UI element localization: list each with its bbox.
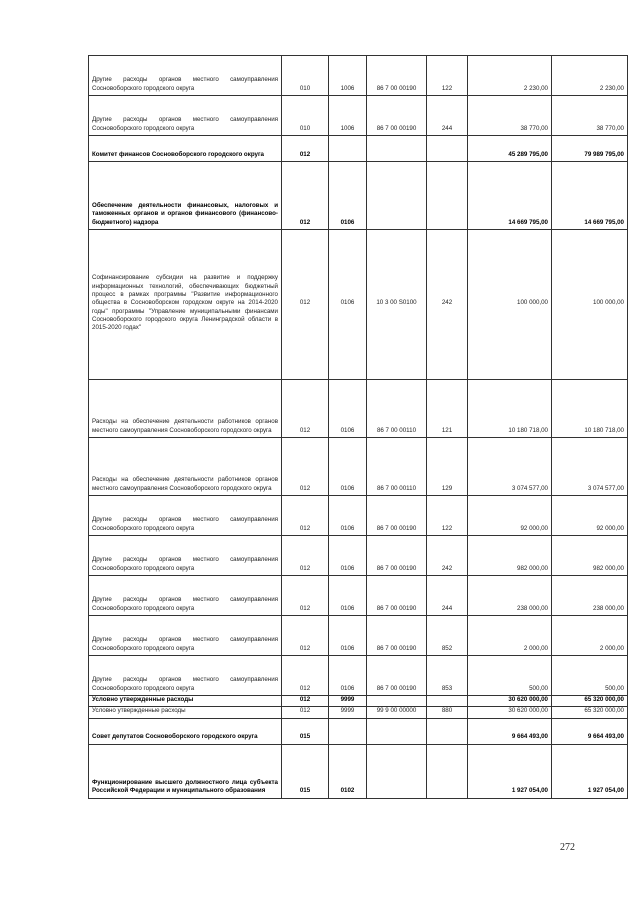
table-row: [89, 656, 628, 696]
ministry-code: 010: [282, 56, 329, 96]
amount-year-1: 9 664 493,00: [468, 718, 552, 744]
expense-description: Другие расходы органов местного самоуправления Сосновоборского городского округа: [89, 496, 282, 536]
expense-type-code: 244: [427, 576, 468, 616]
table-row: [89, 536, 628, 576]
expense-type-code: [427, 744, 468, 798]
amount-year-2: 2 230,00: [552, 56, 628, 96]
ministry-code: 015: [282, 718, 329, 744]
table-row: [89, 438, 628, 496]
expense-description: Другие расходы органов местного самоуправления Сосновоборского городского округа: [89, 616, 282, 656]
amount-year-1: 238 000,00: [468, 576, 552, 616]
table-row: [89, 696, 628, 707]
expense-type-code: [427, 718, 468, 744]
ministry-code: 015: [282, 744, 329, 798]
expense-type-code: 242: [427, 536, 468, 576]
budget-table-body: [89, 56, 628, 799]
amount-year-2: 79 989 795,00: [552, 136, 628, 162]
amount-year-1: 2 000,00: [468, 616, 552, 656]
expense-type-code: 122: [427, 496, 468, 536]
ministry-code: 012: [282, 136, 329, 162]
ministry-code: 012: [282, 230, 329, 380]
amount-year-1: 500,00: [468, 656, 552, 696]
expense-description: Другие расходы органов местного самоуправления Сосновоборского городского округа: [89, 96, 282, 136]
expense-description: Другие расходы органов местного самоуправления Сосновоборского городского округа: [89, 536, 282, 576]
expense-description: Обеспечение деятельности финансовых, налоговых и таможенных органов и органов финансового (финансово-бюджетного) надзора: [89, 162, 282, 230]
section-code: 0106: [329, 438, 367, 496]
section-code: [329, 718, 367, 744]
budget-table: [88, 55, 628, 799]
expense-description: Расходы на обеспечение деятельности работников органов местного самоуправления Сосновоборского городского округа: [89, 438, 282, 496]
expense-type-code: 129: [427, 438, 468, 496]
target-article-code: [367, 136, 427, 162]
expense-type-code: [427, 696, 468, 707]
expense-description: Другие расходы органов местного самоуправления Сосновоборского городского округа: [89, 656, 282, 696]
ministry-code: 010: [282, 96, 329, 136]
expense-type-code: 880: [427, 707, 468, 718]
ministry-code: 012: [282, 380, 329, 438]
expense-description: Софинансирование субсидии на развитие и поддержку информационных технологий, обеспечивающих бюджетный процесс в рамках программы "Развитие информационного общества в Сосновоборском городском округе на 2014-2020 годы" программы "Управление муниципальными финансами Сосновоборского городского округа Ленинградской области в 2015-2020 годах": [89, 230, 282, 380]
section-code: 1006: [329, 56, 367, 96]
section-code: 0106: [329, 656, 367, 696]
amount-year-1: 45 289 795,00: [468, 136, 552, 162]
expense-description: Совет депутатов Сосновоборского городского округа: [89, 718, 282, 744]
amount-year-2: 65 320 000,00: [552, 696, 628, 707]
section-code: 1006: [329, 96, 367, 136]
amount-year-1: 30 620 000,00: [468, 696, 552, 707]
expense-description: Функционирование высшего должностного лица субъекта Российской Федерации и муниципального образования: [89, 744, 282, 798]
target-article-code: [367, 696, 427, 707]
target-article-code: 86 7 00 00190: [367, 56, 427, 96]
amount-year-2: 38 770,00: [552, 96, 628, 136]
expense-description: Другие расходы органов местного самоуправления Сосновоборского городского округа: [89, 56, 282, 96]
table-row: [89, 162, 628, 230]
amount-year-2: 3 074 577,00: [552, 438, 628, 496]
section-code: 9999: [329, 696, 367, 707]
target-article-code: 86 7 00 00190: [367, 656, 427, 696]
amount-year-2: 14 669 795,00: [552, 162, 628, 230]
target-article-code: 86 7 00 00190: [367, 576, 427, 616]
table-row: [89, 616, 628, 656]
target-article-code: 99 9 00 00000: [367, 707, 427, 718]
amount-year-2: 10 180 718,00: [552, 380, 628, 438]
expense-description: Другие расходы органов местного самоуправления Сосновоборского городского округа: [89, 576, 282, 616]
ministry-code: 012: [282, 707, 329, 718]
amount-year-1: 982 000,00: [468, 536, 552, 576]
table-row: [89, 136, 628, 162]
expense-type-code: 244: [427, 96, 468, 136]
table-row: [89, 380, 628, 438]
page-number: 272: [560, 842, 575, 853]
expense-type-code: 853: [427, 656, 468, 696]
expense-type-code: 122: [427, 56, 468, 96]
section-code: 0106: [329, 536, 367, 576]
amount-year-1: 10 180 718,00: [468, 380, 552, 438]
expense-type-code: [427, 162, 468, 230]
section-code: 9999: [329, 707, 367, 718]
amount-year-2: 238 000,00: [552, 576, 628, 616]
target-article-code: [367, 744, 427, 798]
section-code: 0106: [329, 380, 367, 438]
ministry-code: 012: [282, 496, 329, 536]
section-code: 0106: [329, 576, 367, 616]
section-code: 0106: [329, 230, 367, 380]
amount-year-2: 500,00: [552, 656, 628, 696]
expense-type-code: [427, 136, 468, 162]
table-row: [89, 96, 628, 136]
amount-year-2: 9 664 493,00: [552, 718, 628, 744]
table-row: [89, 496, 628, 536]
ministry-code: 012: [282, 438, 329, 496]
amount-year-1: 3 074 577,00: [468, 438, 552, 496]
amount-year-2: 2 000,00: [552, 616, 628, 656]
ministry-code: 012: [282, 536, 329, 576]
target-article-code: [367, 162, 427, 230]
amount-year-1: 100 000,00: [468, 230, 552, 380]
ministry-code: 012: [282, 656, 329, 696]
ministry-code: 012: [282, 696, 329, 707]
target-article-code: 86 7 00 00190: [367, 96, 427, 136]
table-row: [89, 718, 628, 744]
target-article-code: 10 3 00 S0100: [367, 230, 427, 380]
section-code: [329, 136, 367, 162]
table-row: [89, 56, 628, 96]
target-article-code: 86 7 00 00110: [367, 380, 427, 438]
table-row: [89, 707, 628, 718]
table-row: [89, 576, 628, 616]
expense-type-code: 121: [427, 380, 468, 438]
section-code: 0106: [329, 616, 367, 656]
target-article-code: [367, 718, 427, 744]
expense-type-code: 852: [427, 616, 468, 656]
amount-year-1: 2 230,00: [468, 56, 552, 96]
ministry-code: 012: [282, 616, 329, 656]
amount-year-2: 65 320 000,00: [552, 707, 628, 718]
ministry-code: 012: [282, 162, 329, 230]
target-article-code: 86 7 00 00190: [367, 536, 427, 576]
expense-description: Условно утвержденные расходы: [89, 707, 282, 718]
amount-year-1: 38 770,00: [468, 96, 552, 136]
expense-description: Расходы на обеспечение деятельности работников органов местного самоуправления Сосновоборского городского округа: [89, 380, 282, 438]
amount-year-1: 30 620 000,00: [468, 707, 552, 718]
ministry-code: 012: [282, 576, 329, 616]
amount-year-1: 92 000,00: [468, 496, 552, 536]
expense-type-code: 242: [427, 230, 468, 380]
amount-year-2: 100 000,00: [552, 230, 628, 380]
table-row: [89, 744, 628, 798]
expense-description: Комитет финансов Сосновоборского городского округа: [89, 136, 282, 162]
section-code: 0106: [329, 496, 367, 536]
amount-year-2: 982 000,00: [552, 536, 628, 576]
target-article-code: 86 7 00 00190: [367, 496, 427, 536]
amount-year-2: 92 000,00: [552, 496, 628, 536]
amount-year-1: 14 669 795,00: [468, 162, 552, 230]
target-article-code: 86 7 00 00110: [367, 438, 427, 496]
table-row: [89, 230, 628, 380]
section-code: 0102: [329, 744, 367, 798]
expense-description: Условно утвержденные расходы: [89, 696, 282, 707]
amount-year-1: 1 927 054,00: [468, 744, 552, 798]
amount-year-2: 1 927 054,00: [552, 744, 628, 798]
section-code: 0106: [329, 162, 367, 230]
target-article-code: 86 7 00 00190: [367, 616, 427, 656]
